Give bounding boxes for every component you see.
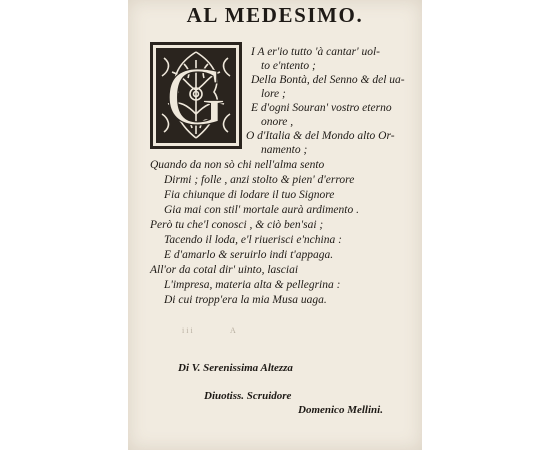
- faint-mark: A: [230, 326, 236, 335]
- poem-line: Della Bontà, del Senno & del ua-: [251, 74, 405, 86]
- decorated-initial: [150, 42, 242, 149]
- poem-line: onore ,: [261, 116, 294, 128]
- signature-closing: Diuotiss. Scruidore: [204, 390, 292, 402]
- signature-author: Domenico Mellini.: [298, 404, 383, 416]
- book-page: [128, 0, 422, 450]
- poem-line: to e'ntento ;: [261, 60, 316, 72]
- poem-line: Quando da non sò chi nell'alma sento: [150, 159, 325, 171]
- faint-mark: i i i: [182, 326, 193, 335]
- poem-line: I A er'io tutto 'à cantar' uol-: [251, 46, 380, 58]
- poem-line: lore ;: [261, 88, 286, 100]
- poem-line: E d'ogni Souran' vostro eterno: [251, 102, 392, 114]
- poem-line: O d'Italia & del Mondo alto Or-: [246, 130, 395, 142]
- poem-line: Però tu che'l conosci , & ciò ben'sai ;: [150, 219, 324, 231]
- page-heading: AL MEDESIMO.: [186, 3, 364, 27]
- poem-line: Gia mai con stil' mortale aurà ardimento .: [164, 204, 359, 216]
- poem-line: namento ;: [261, 144, 308, 156]
- ornament-icon: [150, 42, 242, 149]
- drop-cap-letter: G: [165, 50, 227, 143]
- poem-line: All'or da cotal dir' uinto, lasciai: [150, 264, 299, 276]
- poem-line: L'impresa, materia alta & pellegrina :: [164, 279, 341, 291]
- poem-line: Di cui tropp'era la mia Musa uaga.: [164, 294, 327, 306]
- signature-address: Di V. Serenissima Altezza: [178, 362, 293, 374]
- poem-line: Tacendo il loda, e'l riuerisci e'nchina :: [164, 234, 342, 246]
- poem-line: Fia chiunque di lodare il tuo Signore: [164, 189, 335, 201]
- poem-line: Dirmi ; folle , anzi stolto & pien' d'errore: [164, 174, 355, 186]
- poem-line: E d'amarlo & seruirlo indi t'appaga.: [164, 249, 334, 261]
